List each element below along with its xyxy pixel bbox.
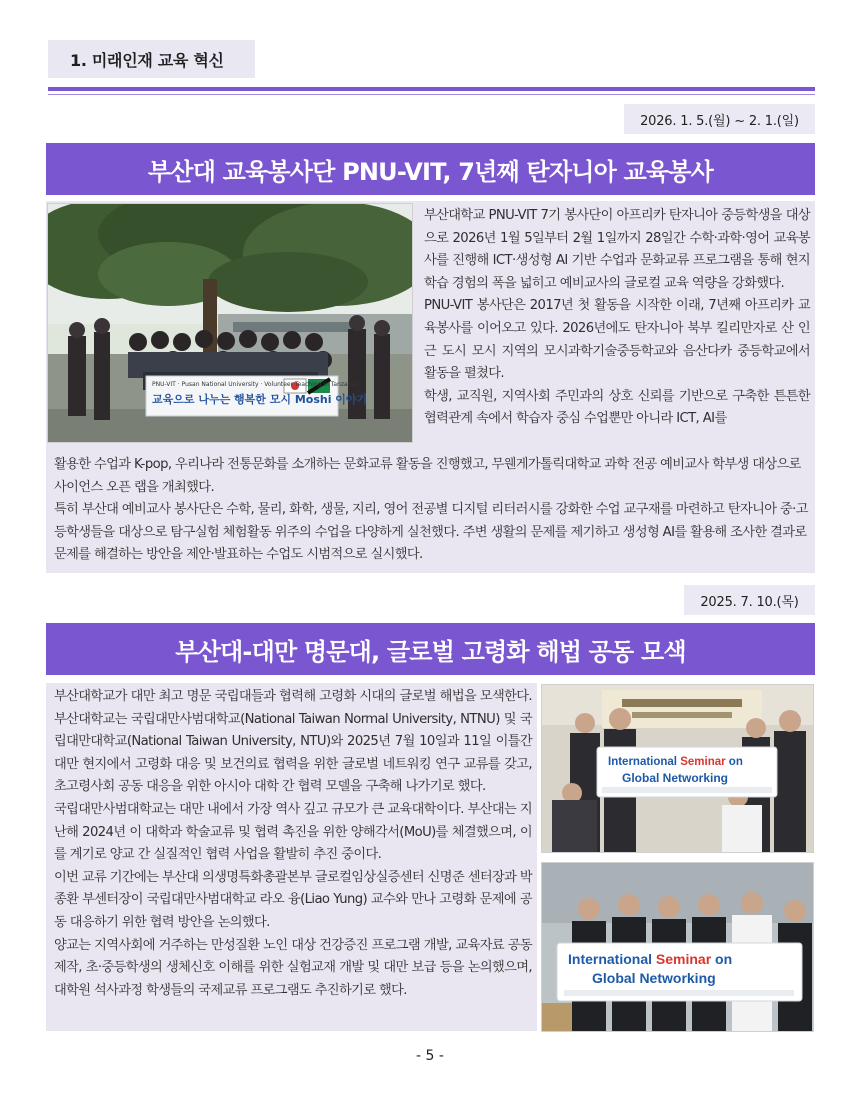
article1-date: 2026. 1. 5.(월) ~ 2. 1.(일) [624,104,815,134]
article1-paragraph: 부산대학교 PNU-VIT 7기 봉사단이 아프리카 탄자니아 중등학생을 대상으로 2026년 1월 5일부터 2월 1일까지 28일간 수학·과학·영어 교육봉사를 진행해 ICT·생성형 AI 기반 수업과 문화교류 프로그램을 통해 현지 학습 경험의 폭을 넓히고 예비교사의 글로컬 교육 역량을 강화했다. [424,208,810,291]
svg-text:International Seminar on [608,756,743,768]
article1-paragraph: 활용한 수업과 K-pop, 우리나라 전통문화를 소개하는 문화교류 활동을 진행했고, 무웬게가톨릭대학교 과학 전공 예비교사 학부생 대상으로 사이언스 오픈 랩을 개최했다. [54,457,801,495]
article1-photo-banner-small: PNU-VIT · Pusan National University · Volunteer Teaching in Tanzania [152,381,357,388]
article1-photo-banner-main: 교육으로 나누는 행복한 모시 Moshi 이야기 [152,393,368,406]
header-rule-thick [48,87,815,91]
banner-text: Seminar [655,951,712,967]
svg-text:International Seminar on [568,951,732,967]
article2-headline: 부산대-대만 명문대, 글로벌 고령화 해법 공동 모색 [46,623,815,675]
article2-paragraph: 양교는 지역사회에 거주하는 만성질환 노인 대상 건강증진 프로그램 개발, 교육자료 공동 제작, 초·중등학생의 생체신호 이해를 위한 실험교재 개발 및 대만 보급 등을 논의했으며, 대학원 석사과정 학생들의 국제교류 프로그램도 추진하기로 했다. [54,937,532,998]
banner-text: International [568,951,656,967]
article2-paragraph: 국립대만사범대학교는 대만 내에서 가장 역사 깊고 규모가 큰 교육대학이다. 부산대는 지난해 2024년 이 대학과 학술교류 및 협력 촉진을 위한 양해각서(MoU)를 체결했으며, 이를 계기로 양교 간 실질적인 협력 사업을 활발히 추진 중이다. [54,801,532,863]
article2-text [54,686,532,1002]
banner-text: on [725,756,743,768]
article1-paragraph: 학생, 교직원, 지역사회 주민과의 상호 신뢰를 기반으로 구축한 튼튼한 협력관계 속에서 학습자 중심 수업뿐만 아니라 ICT, AI를 [424,388,810,427]
article1-full-text [54,454,814,567]
article1-paragraph: 특히 부산대 예비교사 봉사단은 수학, 물리, 화학, 생물, 지리, 영어 전공별 디지털 리터러시를 강화한 수업 교구재를 마련하고 탄자니아 중·고등학생들을 대상으로 탐구실험 체험활동 위주의 수업을 다양하게 실천했다. 주변 생활의 문제를 제기하고 생성형 AI를 활용해 조사한 결과로 문제를 해결하는 방안을 제안·발표하는 수업도 시범적으로 실시했다. [54,502,808,563]
article1-headline: 부산대 교육봉사단 PNU-VIT, 7년째 탄자니아 교육봉사 [46,143,815,195]
banner-text: Global Networking [622,771,729,785]
banner-text: on [711,951,733,967]
banner-text: International [608,756,681,768]
header-rule-thin [48,94,815,95]
article2-paragraph: 이번 교류 기간에는 부산대 의생명특화총괄본부 글로컬임상실증센터 신명준 센터장과 박종환 부센터장이 국립대만사범대학교 라오 융(Liao Yung) 교수와 만나 고령화 문제에 공동 대응하기 위한 협력 방안을 논의했다. [54,869,532,930]
banner-text: Seminar [680,756,726,768]
banner-text: Global Networking [592,970,716,986]
section-title: 1. 미래인재 교육 혁신 [48,40,255,78]
article2-seminar-photo-1 [541,684,814,853]
page-number: - 5 - [416,1048,444,1064]
article2-seminar-photo-2 [541,862,814,1032]
article1-side-text [424,205,810,431]
article2-date: 2025. 7. 10.(목) [684,585,815,615]
article2-paragraph: 부산대학교가 대만 최고 명문 국립대들과 협력해 고령화 시대의 글로벌 해법을 모색한다. 부산대학교는 국립대만사범대학교(National Taiwan Normal University, NTNU) 및 국립대만대학교(National Taiwan University, NTU)와 2025년 7월 10일과 11일 이틀간 대만 현지에서 고령화 대응 및 보건의료 협력을 위한 글로벌 네트워킹 연구 교류를 갖고, 초고령사회 공동 대응을 위한 아시아 대학 간 협력 모델을 구축해 나가기로 했다. [54,689,532,795]
article1-paragraph: PNU-VIT 봉사단은 2017년 첫 활동을 시작한 이래, 7년째 아프리카 교육봉사를 이어오고 있다. 2026년에도 탄자니아 북부 킬리만자로 산 인근 도시 모시 지역의 모시과학기술중등학교와 음산다카 중등학교에서 활동을 펼쳤다. [424,298,810,382]
article1-group-photo [47,203,413,443]
